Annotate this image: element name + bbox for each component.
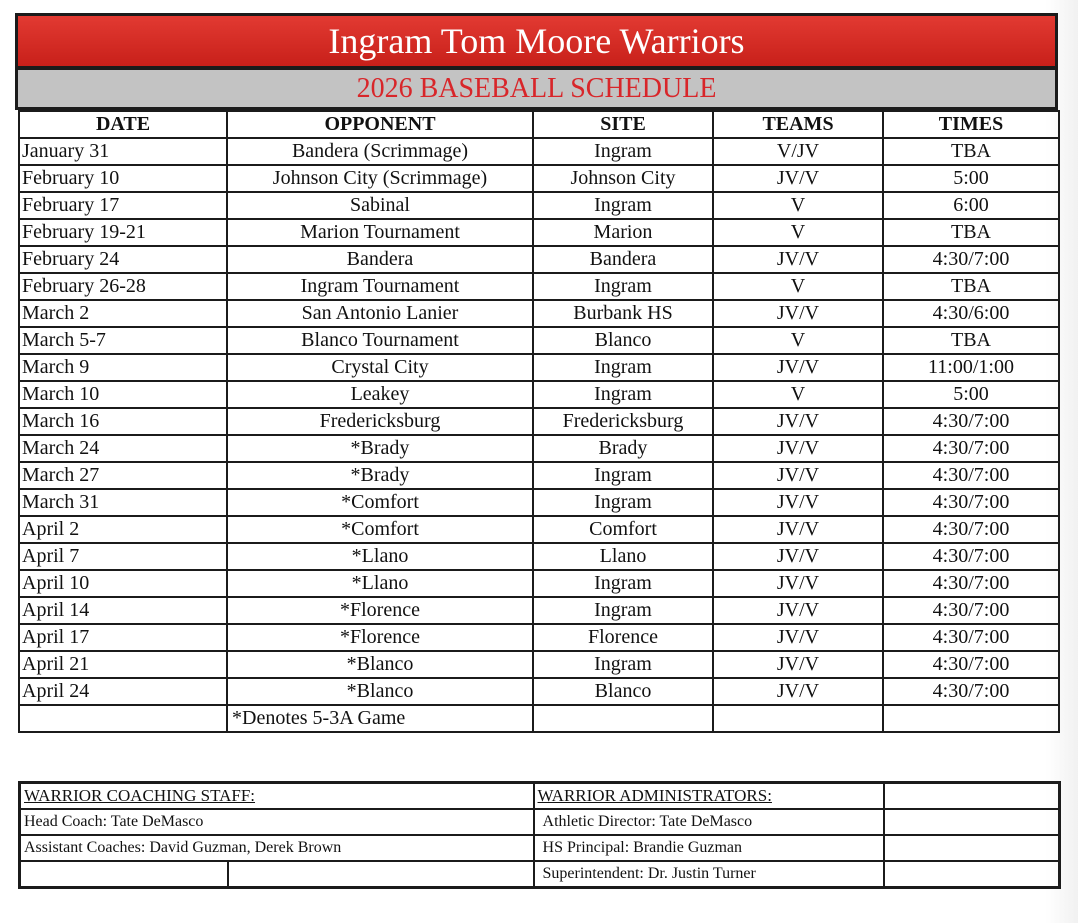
column-header-teams: TEAMS	[713, 111, 883, 138]
table-row	[19, 408, 1059, 435]
game-teams: JV/V	[713, 651, 883, 678]
game-date: April 10	[19, 570, 227, 597]
game-teams: JV/V	[713, 678, 883, 705]
footnote-row	[19, 705, 1059, 732]
game-time: 5:00	[883, 165, 1059, 192]
game-site: Blanco	[533, 327, 713, 354]
game-date: March 27	[19, 462, 227, 489]
game-opponent: Bandera	[227, 246, 533, 273]
game-teams: JV/V	[713, 354, 883, 381]
footnote-empty-cell	[533, 705, 713, 732]
administrators-heading-text: WARRIOR ADMINISTRATORS:	[537, 786, 772, 805]
game-time: 4:30/7:00	[883, 678, 1059, 705]
table-row	[19, 570, 1059, 597]
game-time: TBA	[883, 273, 1059, 300]
game-teams: JV/V	[713, 408, 883, 435]
game-teams: JV/V	[713, 597, 883, 624]
game-site: Ingram	[533, 192, 713, 219]
game-teams: V	[713, 192, 883, 219]
game-teams: JV/V	[713, 435, 883, 462]
table-row	[19, 678, 1059, 705]
staff-row	[20, 783, 1060, 810]
coaching-staff-heading-text: WARRIOR COACHING STAFF:	[24, 786, 256, 805]
game-site: Ingram	[533, 651, 713, 678]
assistant-coaches: Assistant Coaches: David Guzman, Derek Brown	[20, 835, 534, 861]
game-date: February 10	[19, 165, 227, 192]
game-date: March 31	[19, 489, 227, 516]
game-opponent: Sabinal	[227, 192, 533, 219]
game-opponent: *Brady	[227, 462, 533, 489]
game-site: Ingram	[533, 570, 713, 597]
game-date: April 7	[19, 543, 227, 570]
game-date: March 24	[19, 435, 227, 462]
game-teams: JV/V	[713, 462, 883, 489]
staff-empty-cell	[884, 783, 1060, 810]
table-row	[19, 246, 1059, 273]
game-teams: JV/V	[713, 246, 883, 273]
game-date: March 2	[19, 300, 227, 327]
game-opponent: *Brady	[227, 435, 533, 462]
game-opponent: *Llano	[227, 570, 533, 597]
table-row	[19, 462, 1059, 489]
game-time: TBA	[883, 327, 1059, 354]
game-rows	[19, 138, 1059, 705]
schedule-subtitle: 2026 BASEBALL SCHEDULE	[15, 70, 1058, 110]
game-time: 4:30/7:00	[883, 246, 1059, 273]
game-date: April 24	[19, 678, 227, 705]
game-date: March 5-7	[19, 327, 227, 354]
game-time: TBA	[883, 219, 1059, 246]
footnote-empty-cell	[713, 705, 883, 732]
table-row	[19, 138, 1059, 165]
game-date: March 9	[19, 354, 227, 381]
game-opponent: *Comfort	[227, 489, 533, 516]
game-time: 4:30/7:00	[883, 651, 1059, 678]
table-row	[19, 192, 1059, 219]
game-teams: V	[713, 273, 883, 300]
table-row	[19, 354, 1059, 381]
staff-row	[20, 835, 1060, 861]
game-date: February 17	[19, 192, 227, 219]
game-site: Llano	[533, 543, 713, 570]
staff-empty-cell	[884, 809, 1060, 835]
column-header-site: SITE	[533, 111, 713, 138]
game-site: Comfort	[533, 516, 713, 543]
superintendent: Superintendent: Dr. Justin Turner	[534, 861, 884, 888]
game-time: 4:30/7:00	[883, 435, 1059, 462]
game-opponent: *Blanco	[227, 678, 533, 705]
footnote-empty-cell	[883, 705, 1059, 732]
game-teams: V	[713, 381, 883, 408]
head-coach: Head Coach: Tate DeMasco	[20, 809, 534, 835]
game-time: 4:30/7:00	[883, 597, 1059, 624]
game-teams: JV/V	[713, 165, 883, 192]
table-row	[19, 543, 1059, 570]
table-row	[19, 219, 1059, 246]
game-site: Brady	[533, 435, 713, 462]
athletic-director: Athletic Director: Tate DeMasco	[534, 809, 884, 835]
game-opponent: Leakey	[227, 381, 533, 408]
game-date: February 26-28	[19, 273, 227, 300]
administrators-heading	[534, 783, 884, 810]
coaching-staff-heading	[20, 783, 534, 810]
game-teams: V/JV	[713, 138, 883, 165]
header-row	[19, 111, 1059, 138]
game-date: April 17	[19, 624, 227, 651]
game-time: 4:30/7:00	[883, 489, 1059, 516]
table-row	[19, 597, 1059, 624]
game-time: 4:30/7:00	[883, 624, 1059, 651]
game-site: Marion	[533, 219, 713, 246]
game-opponent: Marion Tournament	[227, 219, 533, 246]
game-site: Ingram	[533, 489, 713, 516]
game-site: Blanco	[533, 678, 713, 705]
game-date: March 16	[19, 408, 227, 435]
game-site: Ingram	[533, 462, 713, 489]
hs-principal: HS Principal: Brandie Guzman	[534, 835, 884, 861]
game-opponent: *Comfort	[227, 516, 533, 543]
game-date: January 31	[19, 138, 227, 165]
game-time: 11:00/1:00	[883, 354, 1059, 381]
game-site: Bandera	[533, 246, 713, 273]
game-site: Fredericksburg	[533, 408, 713, 435]
game-time: 4:30/7:00	[883, 543, 1059, 570]
staff-empty-cell	[20, 861, 228, 888]
footnote: *Denotes 5-3A Game	[227, 705, 533, 732]
table-row	[19, 624, 1059, 651]
game-site: Johnson City	[533, 165, 713, 192]
game-opponent: *Llano	[227, 543, 533, 570]
game-site: Ingram	[533, 597, 713, 624]
game-site: Florence	[533, 624, 713, 651]
game-date: April 14	[19, 597, 227, 624]
game-site: Ingram	[533, 273, 713, 300]
game-teams: JV/V	[713, 543, 883, 570]
game-date: February 24	[19, 246, 227, 273]
table-row	[19, 273, 1059, 300]
staff-empty-cell	[884, 835, 1060, 861]
table-row	[19, 489, 1059, 516]
game-teams: V	[713, 327, 883, 354]
staff-row	[20, 861, 1060, 888]
game-teams: JV/V	[713, 300, 883, 327]
game-teams: JV/V	[713, 624, 883, 651]
column-header-opponent: OPPONENT	[227, 111, 533, 138]
game-site: Ingram	[533, 138, 713, 165]
game-opponent: San Antonio Lanier	[227, 300, 533, 327]
game-opponent: *Blanco	[227, 651, 533, 678]
table-row	[19, 327, 1059, 354]
game-time: 4:30/6:00	[883, 300, 1059, 327]
table-row	[19, 381, 1059, 408]
column-header-times: TIMES	[883, 111, 1059, 138]
column-header-date: DATE	[19, 111, 227, 138]
table-row	[19, 651, 1059, 678]
footnote-empty-cell	[19, 705, 227, 732]
game-site: Ingram	[533, 381, 713, 408]
game-date: February 19-21	[19, 219, 227, 246]
table-row	[19, 435, 1059, 462]
game-teams: JV/V	[713, 570, 883, 597]
game-time: 6:00	[883, 192, 1059, 219]
staff-row	[20, 809, 1060, 835]
game-teams: JV/V	[713, 516, 883, 543]
game-teams: JV/V	[713, 489, 883, 516]
staff-empty-cell	[884, 861, 1060, 888]
schedule-table	[18, 110, 1060, 733]
game-time: 5:00	[883, 381, 1059, 408]
game-opponent: Blanco Tournament	[227, 327, 533, 354]
game-date: April 2	[19, 516, 227, 543]
game-time: 4:30/7:00	[883, 408, 1059, 435]
table-row	[19, 165, 1059, 192]
game-time: 4:30/7:00	[883, 462, 1059, 489]
game-opponent: *Florence	[227, 597, 533, 624]
staff-table	[18, 781, 1061, 889]
table-row	[19, 516, 1059, 543]
game-site: Burbank HS	[533, 300, 713, 327]
team-title: Ingram Tom Moore Warriors	[15, 13, 1058, 70]
table-row	[19, 300, 1059, 327]
game-date: April 21	[19, 651, 227, 678]
game-opponent: Johnson City (Scrimmage)	[227, 165, 533, 192]
game-opponent: Fredericksburg	[227, 408, 533, 435]
game-site: Ingram	[533, 354, 713, 381]
game-opponent: Bandera (Scrimmage)	[227, 138, 533, 165]
game-date: March 10	[19, 381, 227, 408]
game-time: TBA	[883, 138, 1059, 165]
game-time: 4:30/7:00	[883, 570, 1059, 597]
game-opponent: *Florence	[227, 624, 533, 651]
game-time: 4:30/7:00	[883, 516, 1059, 543]
game-teams: V	[713, 219, 883, 246]
game-opponent: Ingram Tournament	[227, 273, 533, 300]
game-opponent: Crystal City	[227, 354, 533, 381]
staff-empty-cell	[228, 861, 534, 888]
